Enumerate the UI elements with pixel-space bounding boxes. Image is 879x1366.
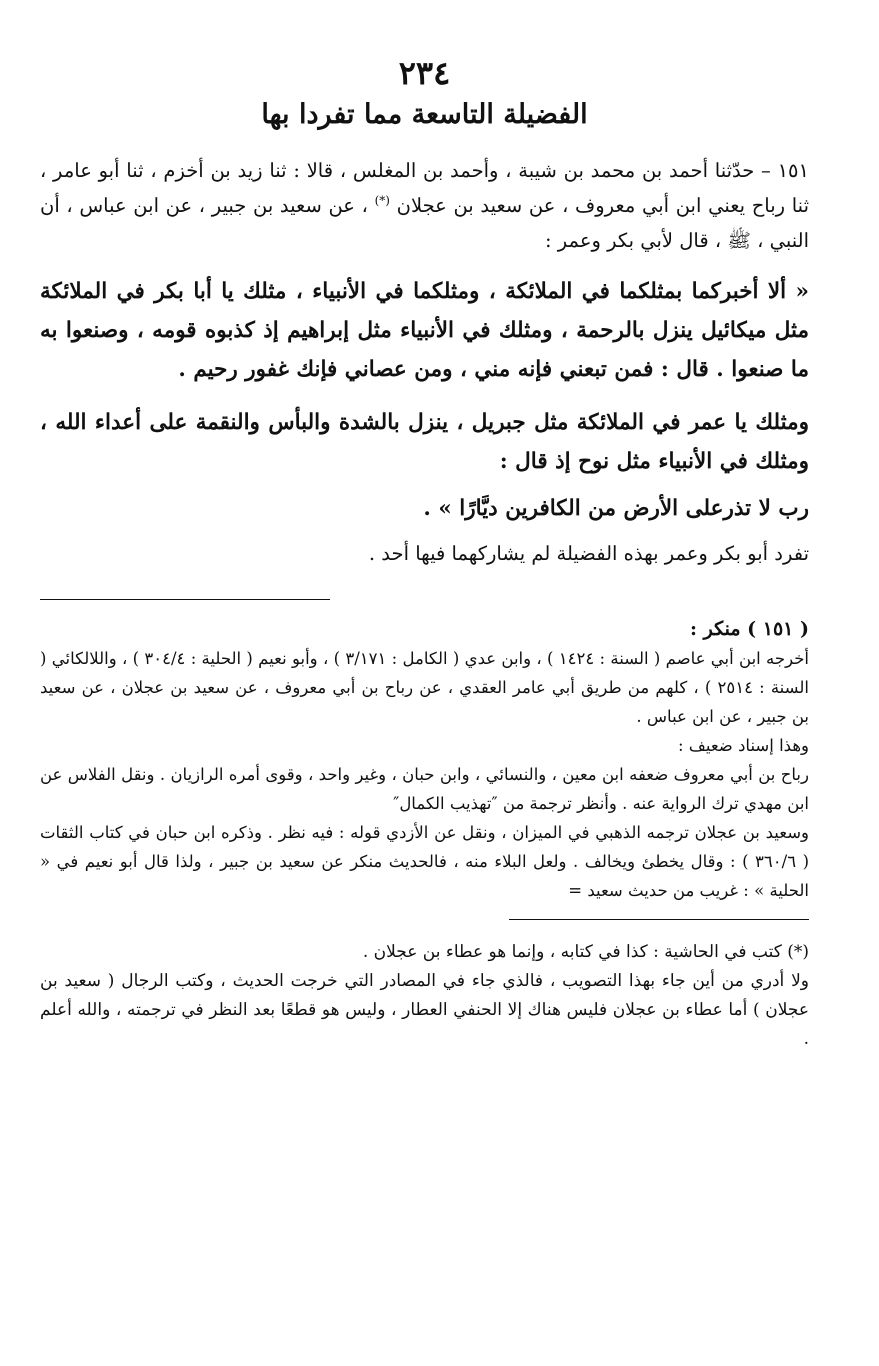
isnad-text-rest: ، عن سعيد بن جبير ، عن ابن عباس ، أن النبي ، ﷺ ، قال لأبي بكر وعمر :	[40, 194, 809, 252]
takhrij-narrator-rabah: رباح بن أبي معروف ضعفه ابن معين ، والنسائي ، وابن حبان ، وغير واحد ، وقوى أمره الرازيان . ونقل الفلاس عن ابن مهدي ترك الرواية عنه . وأنظر ترجمة من ″تهذيب الكمال″	[40, 765, 809, 813]
takhrij-narrator-said: وسعيد بن عجلان ترجمه الذهبي في الميزان ، ونقل عن الأزدي قوله : فيه نظر . وذكره ابن حبان في كتاب الثقات ( ٣٦٠/٦ ) : وقال يخطئ ويخالف . ولعل البلاء منه ، فالحديث منكر عن سعيد بن جبير ، ولذا قال أبو نعيم في « الحلية » : غريب من حديث سعيد =	[40, 823, 810, 900]
isnad-text: ١٥١ – حدّثنا أحمد بن محمد بن شيبة ، وأحمد بن المغلس ، قالا : ثنا زيد بن أخزم ، ثنا أبو عامر ، ثنا رباح يعني ابن أبي معروف ، عن سعيد بن عجلان	[40, 159, 809, 217]
section-divider	[40, 599, 330, 600]
footnote-line-1: (*) كتب في الحاشية : كذا في كتابه ، وإنما هو عطاء بن عجلان .	[362, 942, 809, 962]
footnote-line-2: ولا أدري من أين جاء بهذا التصويب ، فالذي جاء في المصادر التي خرجت الحديث ، وكتب الرجال ( سعيد بن عجلان ) أما عطاء بن عجلان فليس هناك إلا الحنفي العطار ، وليس هو قطعًا بعد النظر في ترجمته ، والله أعلم .	[40, 971, 809, 1049]
takhrij-sources: أخرجه ابن أبي عاصم ( السنة : ١٤٢٤ ) ، وابن عدي ( الكامل : ٣/١٧١ ) ، وأبو نعيم ( الحلية : ٣٠٤/٤ ) ، واللالكائي ( السنة : ٢٥١٤ ) ، كلهم من طريق أبي عامر العقدي ، عن رباح بن أبي معروف ، عن سعيد بن عجلان ، عن سعيد بن جبير ، عن ابن عباس .	[40, 649, 809, 726]
hadith-matn-part-2: ومثلك يا عمر في الملائكة مثل جبريل ، ينزل بالشدة والبأس والنقمة على أعداء الله ، ومثلك في الأنبياء مثل نوح إذ قال :	[40, 410, 809, 474]
hadith-conclusion: تفرد أبو بكر وعمر بهذه الفضيلة لم يشاركهما فيها أحد .	[368, 542, 809, 565]
hadith-isnad	[40, 153, 809, 258]
book-page	[40, 55, 809, 1336]
hadith-matn-part-1: « ألا أخبركما بمثلكما في الملائكة ، ومثلكما في الأنبياء ، مثلك يا أبا بكر في الملائكة مثل ميكائيل ينزل بالرحمة ، ومثلك في الأنبياء مثل إبراهيم إذ كذبوه قومه ، وصنعوا به ما صنعوا . قال : فمن تبعني فإنه مني ، ومن عصاني فإنك غفور رحيم .	[40, 279, 809, 382]
takhrij-grading: وهذا إسناد ضعيف :	[677, 736, 809, 755]
footnote-reference-mark[interactable]: (*)	[374, 193, 390, 208]
chapter-title: الفضيلة التاسعة مما تفردا بها	[261, 99, 588, 130]
hadith-matn-quran-verse: رب لا تذرعلى الأرض من الكافرين ديَّارًا » .	[423, 496, 809, 521]
footnote-divider	[509, 919, 809, 920]
page-number: ٢٣٤	[398, 54, 451, 92]
takhrij-heading: ( ١٥١ ) منكر :	[690, 618, 809, 640]
